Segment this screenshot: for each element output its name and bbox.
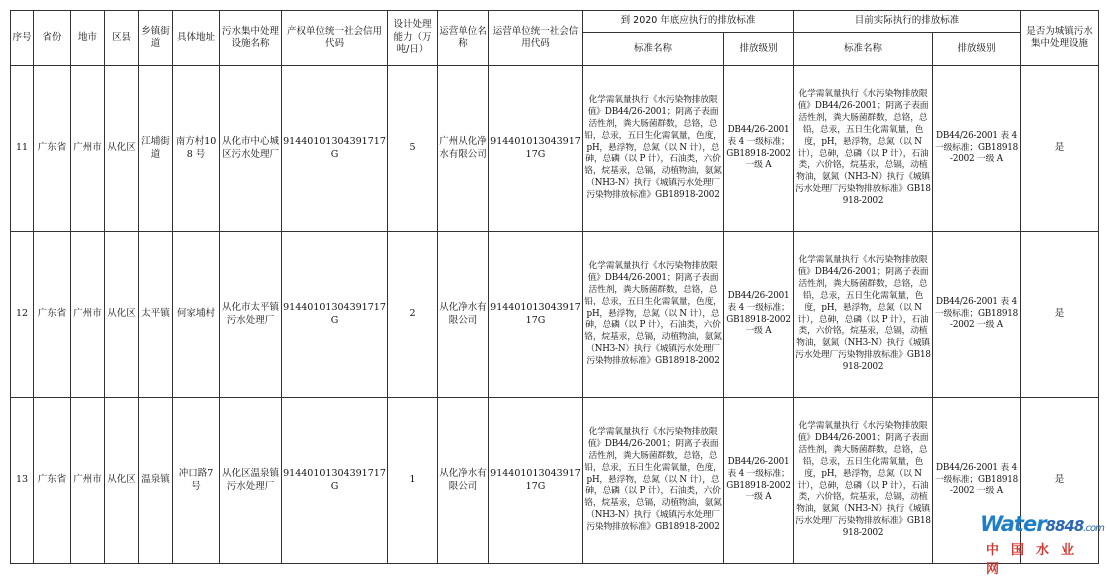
header-current-std-name: 标准名称 bbox=[794, 33, 933, 66]
cell-province: 广东省 bbox=[34, 232, 71, 398]
cell-operator-credit-code: 91440101304391717G bbox=[489, 232, 583, 398]
cell-is-urban: 是 bbox=[1021, 232, 1099, 398]
cell-2020-std-level: DB44/26-2001 表 4 一级标准；GB18918-2002 一级 A bbox=[724, 232, 794, 398]
header-county: 区县 bbox=[105, 11, 139, 66]
header-province: 省份 bbox=[34, 11, 71, 66]
cell-province: 广东省 bbox=[34, 398, 71, 564]
cell-city: 广州市 bbox=[71, 66, 105, 232]
header-seq: 序号 bbox=[11, 11, 34, 66]
cell-facility-name: 从化市中心城区污水处理厂 bbox=[220, 66, 282, 232]
cell-2020-std-level: DB44/26-2001 表 4 一级标准；GB18918-2002 一级 A bbox=[724, 66, 794, 232]
watermark-cn-name: 中国水业网 bbox=[986, 543, 1087, 577]
cell-operator: 从化净水有限公司 bbox=[438, 398, 489, 564]
cell-is-urban: 是 bbox=[1021, 66, 1099, 232]
cell-current-std-name: 化学需氧量执行《水污染物排放限值》DB44/26-2001；阴离子表面活性剂，粪大肠菌群数，总铬，总铅，总汞，五日生化需氧量，色度，pH，悬浮物，总氮（以 N 计），总砷，总磷（以 P 计），石油类，六价铬，烷基汞，总镉，动植物油，氨氮（NH3-N）执行《城镇污水处理厂污染物排放标准》GB18918-2002 bbox=[794, 66, 933, 232]
cell-county: 从化区 bbox=[105, 232, 139, 398]
cell-operator-credit-code: 91440101304391717G bbox=[489, 66, 583, 232]
cell-town: 太平镇 bbox=[139, 232, 173, 398]
watermark-brand bbox=[980, 512, 1104, 536]
table-row bbox=[11, 398, 1099, 564]
cell-owner-credit-code: 91440101304391717G bbox=[282, 66, 388, 232]
cell-capacity: 5 bbox=[388, 66, 438, 232]
cell-city: 广州市 bbox=[71, 398, 105, 564]
cell-current-std-level: DB44/26-2001 表 4 一级标准；GB18918-2002 一级 A bbox=[933, 232, 1021, 398]
cell-capacity: 1 bbox=[388, 398, 438, 564]
cell-facility-name: 从化区温泉镇污水处理厂 bbox=[220, 398, 282, 564]
cell-seq: 12 bbox=[11, 232, 34, 398]
cell-facility-name: 从化市太平镇污水处理厂 bbox=[220, 232, 282, 398]
cell-is-urban: 是 bbox=[1021, 398, 1099, 564]
cell-operator: 从化净水有限公司 bbox=[438, 232, 489, 398]
header-current-std-level: 排放级别 bbox=[933, 33, 1021, 66]
cell-address: 何家埔村 bbox=[173, 232, 220, 398]
table-row bbox=[11, 232, 1099, 398]
cell-owner-credit-code: 91440101304391717G bbox=[282, 398, 388, 564]
cell-county: 从化区 bbox=[105, 398, 139, 564]
cell-current-std-name: 化学需氧量执行《水污染物排放限值》DB44/26-2001；阴离子表面活性剂，粪大肠菌群数，总铬，总铅，总汞，五日生化需氧量，色度，pH，悬浮物，总氮（以 N 计），总砷，总磷（以 P 计），石油类，六价铬，烷基汞，总镉，动植物油，氨氮（NH3-N）执行《城镇污水处理厂污染物排放标准》GB18918-2002 bbox=[794, 398, 933, 564]
cell-2020-std-name: 化学需氧量执行《水污染物排放限值》DB44/26-2001；阴离子表面活性剂，粪大肠菌群数，总铬，总铅，总汞，五日生化需氧量，色度，pH，悬浮物，总氮（以 N 计），总砷，总磷（以 P 计），石油类，六价铬，烷基汞，总镉，动植物油，氨氮（NH3-N）执行《城镇污水处理厂污染物排放标准》GB18918-2002 bbox=[583, 66, 724, 232]
watermark-brand-domain: .com bbox=[1083, 523, 1104, 534]
header-owner-credit-code: 产权单位统一社会信用代码 bbox=[282, 11, 388, 66]
cell-city: 广州市 bbox=[71, 232, 105, 398]
cell-2020-std-name: 化学需氧量执行《水污染物排放限值》DB44/26-2001；阴离子表面活性剂，粪大肠菌群数，总铬，总铅，总汞，五日生化需氧量，色度，pH，悬浮物，总氮（以 N 计），总砷，总磷（以 P 计），石油类，六价铬，烷基汞，总镉，动植物油，氨氮（NH3-N）执行《城镇污水处理厂污染物排放标准》GB18918-2002 bbox=[583, 398, 724, 564]
cell-current-std-level: DB44/26-2001 表 4 一级标准；GB18918-2002 一级 A bbox=[933, 398, 1021, 564]
cell-2020-std-name: 化学需氧量执行《水污染物排放限值》DB44/26-2001；阴离子表面活性剂，粪大肠菌群数，总铬，总铅，总汞，五日生化需氧量，色度，pH，悬浮物，总氮（以 N 计），总砷，总磷（以 P 计），石油类，六价铬，烷基汞，总镉，动植物油，氨氮（NH3-N）执行《城镇污水处理厂污染物排放标准》GB18918-2002 bbox=[583, 232, 724, 398]
cell-current-std-name: 化学需氧量执行《水污染物排放限值》DB44/26-2001；阴离子表面活性剂，粪大肠菌群数，总铬，总铅，总汞，五日生化需氧量，色度，pH，悬浮物，总氮（以 N 计），总砷，总磷（以 P 计），石油类，六价铬，烷基汞，总镉，动植物油，氨氮（NH3-N）执行《城镇污水处理厂污染物排放标准》GB18918-2002 bbox=[794, 232, 933, 398]
cell-county: 从化区 bbox=[105, 66, 139, 232]
header-group-2020: 到 2020 年底应执行的排放标准 bbox=[583, 11, 794, 33]
cell-capacity: 2 bbox=[388, 232, 438, 398]
header-2020-std-level: 排放级别 bbox=[724, 33, 794, 66]
header-capacity: 设计处理能力（万吨/日） bbox=[388, 11, 438, 66]
watermark-brand-word: Water bbox=[980, 512, 1046, 536]
header-town: 乡镇街道 bbox=[139, 11, 173, 66]
header-row-1 bbox=[11, 11, 1099, 33]
cell-current-std-level: DB44/26-2001 表 4 一级标准；GB18918-2002 一级 A bbox=[933, 66, 1021, 232]
cell-address: 南方村108 号 bbox=[173, 66, 220, 232]
cell-operator-credit-code: 91440101304391717G bbox=[489, 398, 583, 564]
header-operator: 运营单位名称 bbox=[438, 11, 489, 66]
cell-town: 温泉镇 bbox=[139, 398, 173, 564]
header-is-urban: 是否为城镇污水集中处理设施 bbox=[1021, 11, 1099, 66]
header-city: 地市 bbox=[71, 11, 105, 66]
header-address: 具体地址 bbox=[173, 11, 220, 66]
table-row bbox=[11, 66, 1099, 232]
cell-seq: 13 bbox=[11, 398, 34, 564]
header-facility-name: 污水集中处理设施名称 bbox=[220, 11, 282, 66]
cell-town: 江埔街道 bbox=[139, 66, 173, 232]
cell-owner-credit-code: 91440101304391717G bbox=[282, 232, 388, 398]
cell-address: 冲口路7 号 bbox=[173, 398, 220, 564]
cell-operator: 广州从化净水有限公司 bbox=[438, 66, 489, 232]
header-group-current: 目前实际执行的排放标准 bbox=[794, 11, 1021, 33]
cell-province: 广东省 bbox=[34, 66, 71, 232]
cell-2020-std-level: DB44/26-2001 表 4 一级标准；GB18918-2002 一级 A bbox=[724, 398, 794, 564]
cell-seq: 11 bbox=[11, 66, 34, 232]
watermark-brand-number: 8848 bbox=[1045, 517, 1084, 535]
watermark-logo bbox=[978, 512, 1104, 577]
wastewater-facility-table bbox=[10, 10, 1099, 564]
header-2020-std-name: 标准名称 bbox=[583, 33, 724, 66]
header-operator-credit-code: 运营单位统一社会信用代码 bbox=[489, 11, 583, 66]
